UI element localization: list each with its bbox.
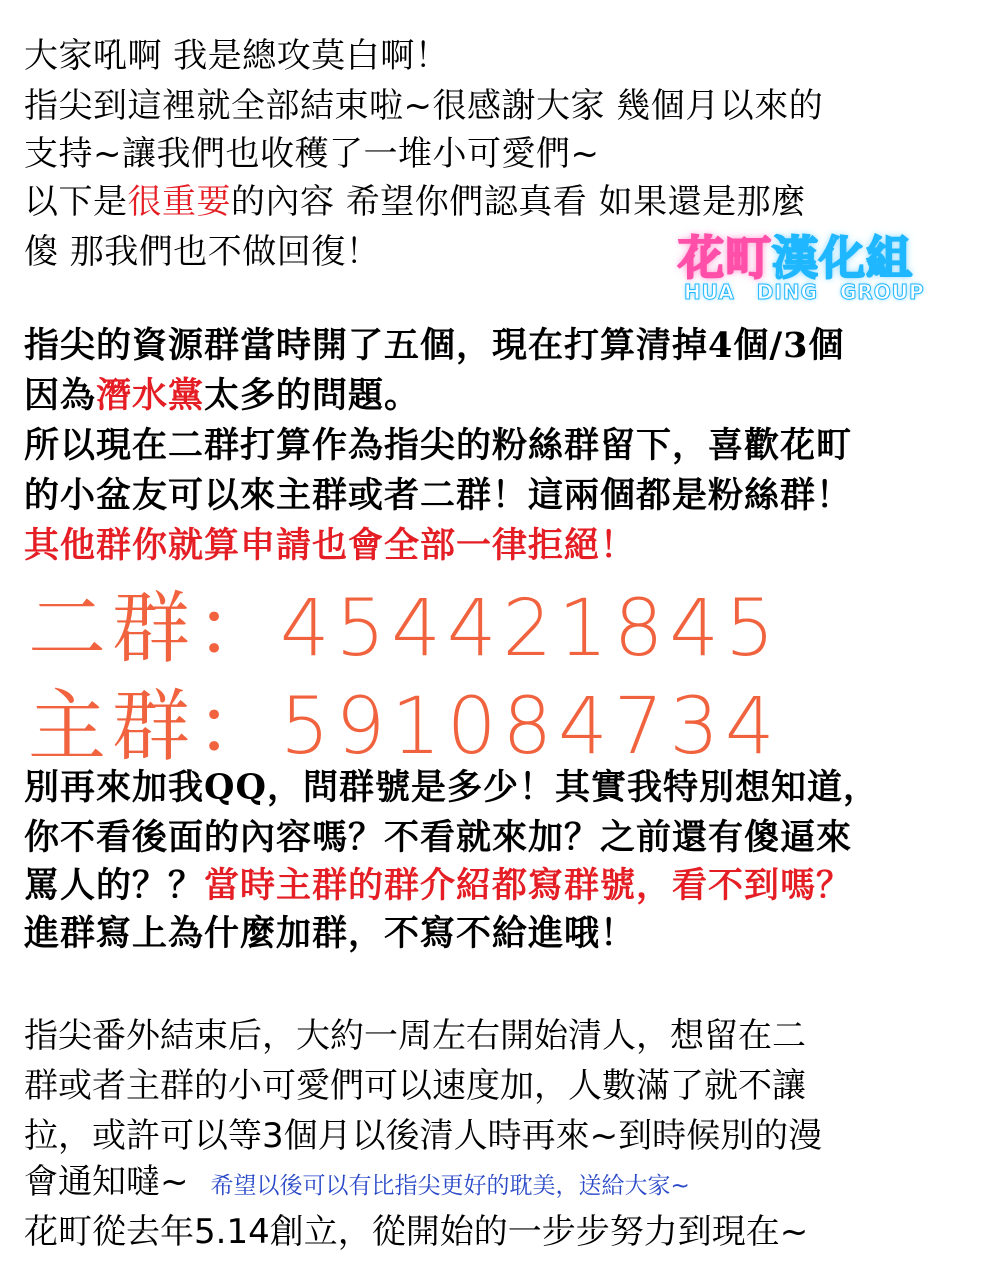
closing-line-2: 群或者主群的小可愛們可以速度加，人數滿了就不讓 <box>24 1066 806 1106</box>
groups-line-4: 的小盆友可以來主群或者二群！這兩個都是粉絲群！ <box>24 475 853 516</box>
intro-line-4-post: 的內容 希望你們認真看 如果還是那麼 <box>231 182 806 222</box>
groups-line-2-post: 太多的問題。 <box>204 375 421 416</box>
intro-line-4-highlight: 很重要 <box>127 182 231 222</box>
closing-line-4-text: 會通知噠~ <box>24 1162 189 1202</box>
intro-line-5: 傻 那我們也不做回復！ <box>24 232 381 272</box>
logo-cn-part1: 花町 <box>678 231 772 285</box>
closing-line-1: 指尖番外結束后，大約一周左右開始清人，想留在二 <box>24 1016 806 1056</box>
groups-line-2-highlight: 潛水黨 <box>96 375 205 416</box>
intro-line-4 <box>24 174 806 223</box>
warning-line-3-pre: 罵人的？？ <box>24 865 205 906</box>
hua-ding-group-logo <box>678 222 968 312</box>
intro-line-4-pre: 以下是 <box>24 182 128 222</box>
closing-line-4 <box>24 1154 690 1203</box>
closing-line-5: 花町從去年5.14創立，從開始的一步步努力到現在~ <box>24 1212 809 1252</box>
logo-cn-part2: 漢化組 <box>772 231 913 285</box>
warning-line-1: 別再來加我QQ，問群號是多少！其實我特別想知道， <box>24 767 879 808</box>
groups-line-3: 所以現在二群打算作為指尖的粉絲群留下，喜歡花町 <box>24 425 853 466</box>
warning-line-3 <box>24 858 852 908</box>
warning-line-3-highlight: 當時主群的群介紹都寫群號，看不到嗎？ <box>204 865 853 906</box>
warning-line-2: 你不看後面的內容嗎？不看就來加？之前還有傻逼來 <box>24 817 853 858</box>
groups-line-2-pre: 因為 <box>24 375 97 416</box>
groups-line-2 <box>24 368 420 418</box>
second-group-number: 二群：454421845 <box>28 584 781 674</box>
groups-line-5: 其他群你就算申請也會全部一律拒絕！ <box>24 525 637 566</box>
intro-line-1: 大家吼啊 我是總攻莫白啊！ <box>24 36 450 76</box>
warning-line-4: 進群寫上為什麼加群，不寫不給進哦！ <box>24 913 637 954</box>
logo-chinese <box>678 222 913 288</box>
groups-line-1: 指尖的資源群當時開了五個，現在打算清掉4個/3個 <box>24 325 845 366</box>
closing-line-3: 拉，或許可以等3個月以後清人時再來~到時候別的漫 <box>24 1116 823 1156</box>
intro-line-2: 指尖到這裡就全部結束啦~很感謝大家 幾個月以來的 <box>24 86 824 126</box>
main-group-number: 主群：591084734 <box>28 682 781 772</box>
intro-line-3: 支持~讓我們也收穫了一堆小可愛們~ <box>24 134 600 174</box>
logo-english: HUA DING GROUP <box>684 280 925 304</box>
closing-blue-note: 希望以後可以有比指尖更好的耽美，送給大家~ <box>210 1173 690 1199</box>
